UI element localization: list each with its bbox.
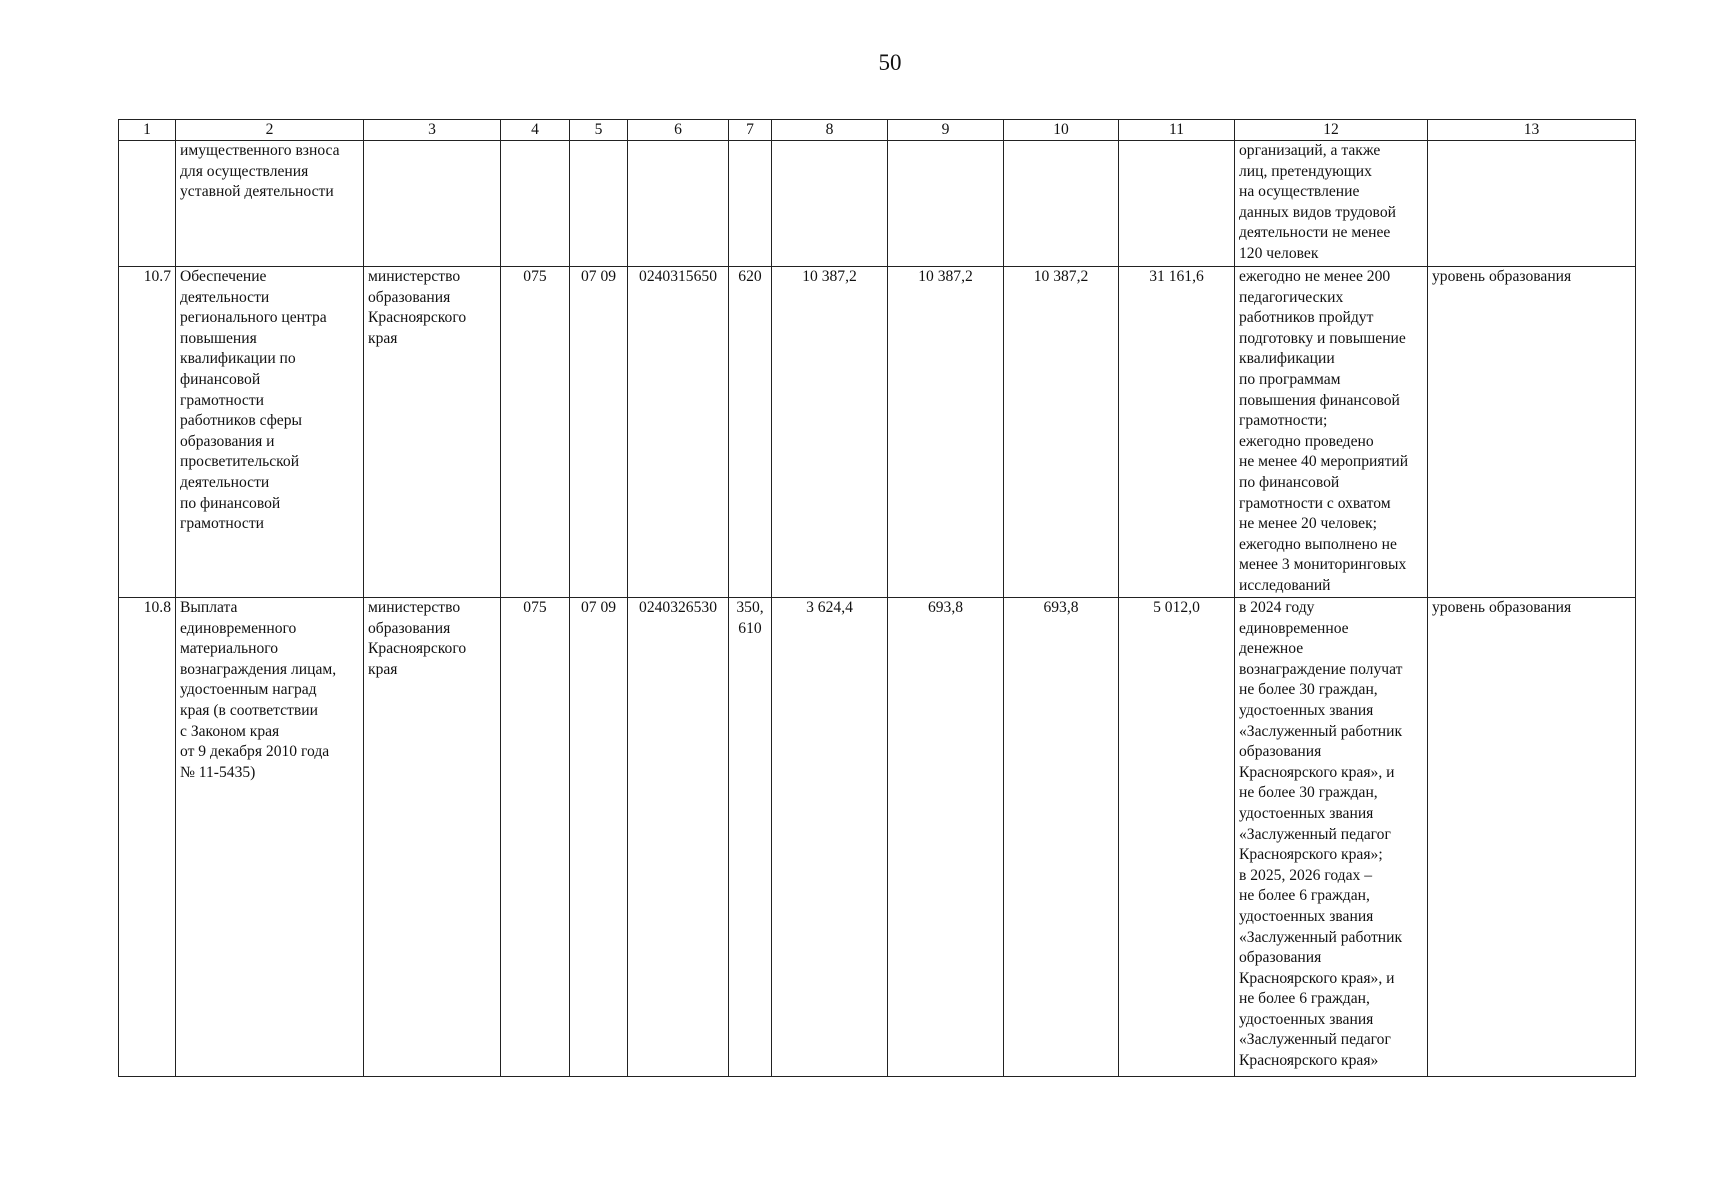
csr-code bbox=[628, 141, 729, 267]
column-header: 11 bbox=[1119, 120, 1235, 141]
executor: министерство образования Красноярского края bbox=[364, 267, 501, 598]
grbs-code bbox=[501, 141, 570, 267]
amount-2025 bbox=[888, 141, 1004, 267]
program-activities-table bbox=[118, 119, 1636, 1077]
level bbox=[1428, 141, 1636, 267]
vr-code bbox=[729, 141, 772, 267]
expected-result: в 2024 году единовременное денежное вознаграждение получат не более 30 граждан, удостоенных звания «Заслуженный работник образования Красноярского края», и не более 30 граждан, удостоенных звания «Заслуженный педагог Красноярского края»; в 2025, 2026 годах – не более 6 граждан, удостоенных звания «Заслуженный работник образования Красноярского края», и не более 6 граждан, удостоенных звания «Заслуженный педагог Красноярского края» bbox=[1235, 598, 1428, 1077]
row-number: 10.8 bbox=[119, 598, 176, 1077]
column-header: 3 bbox=[364, 120, 501, 141]
amount-total: 5 012,0 bbox=[1119, 598, 1235, 1077]
column-header: 9 bbox=[888, 120, 1004, 141]
table-row bbox=[119, 598, 1636, 1077]
executor: министерство образования Красноярского края bbox=[364, 598, 501, 1077]
activity-name: Выплата единовременного материального вознаграждения лицам, удостоенным наград края (в соответствии с Законом края от 9 декабря 2010 года № 11-5435) bbox=[176, 598, 364, 1077]
executor bbox=[364, 141, 501, 267]
rzpr-code: 07 09 bbox=[570, 267, 628, 598]
amount-2025: 10 387,2 bbox=[888, 267, 1004, 598]
expected-result: ежегодно не менее 200 педагогических работников пройдут подготовку и повышение квалификации по программам повышения финансовой грамотности; ежегодно проведено не менее 40 мероприятий по финансовой грамотности с охватом не менее 20 человек; ежегодно выполнено не менее 3 мониторинговых исследований bbox=[1235, 267, 1428, 598]
vr-code: 620 bbox=[729, 267, 772, 598]
amount-2024: 10 387,2 bbox=[772, 267, 888, 598]
column-header: 4 bbox=[501, 120, 570, 141]
grbs-code: 075 bbox=[501, 267, 570, 598]
amount-2026: 10 387,2 bbox=[1004, 267, 1119, 598]
vr-code: 350, 610 bbox=[729, 598, 772, 1077]
rzpr-code: 07 09 bbox=[570, 598, 628, 1077]
grbs-code: 075 bbox=[501, 598, 570, 1077]
csr-code: 0240326530 bbox=[628, 598, 729, 1077]
activity-name: имущественного взноса для осуществления уставной деятельности bbox=[176, 141, 364, 267]
amount-2024 bbox=[772, 141, 888, 267]
csr-code: 0240315650 bbox=[628, 267, 729, 598]
column-header: 12 bbox=[1235, 120, 1428, 141]
amount-2026: 693,8 bbox=[1004, 598, 1119, 1077]
column-header: 6 bbox=[628, 120, 729, 141]
column-header: 10 bbox=[1004, 120, 1119, 141]
amount-total bbox=[1119, 141, 1235, 267]
column-header: 5 bbox=[570, 120, 628, 141]
level: уровень образования bbox=[1428, 598, 1636, 1077]
column-header: 13 bbox=[1428, 120, 1636, 141]
column-header: 7 bbox=[729, 120, 772, 141]
column-number-row bbox=[119, 120, 1636, 141]
row-number bbox=[119, 141, 176, 267]
column-header: 8 bbox=[772, 120, 888, 141]
level: уровень образования bbox=[1428, 267, 1636, 598]
amount-2024: 3 624,4 bbox=[772, 598, 888, 1077]
column-header: 2 bbox=[176, 120, 364, 141]
amount-2025: 693,8 bbox=[888, 598, 1004, 1077]
column-header: 1 bbox=[119, 120, 176, 141]
table-row bbox=[119, 267, 1636, 598]
table-row bbox=[119, 141, 1636, 267]
row-number: 10.7 bbox=[119, 267, 176, 598]
rzpr-code bbox=[570, 141, 628, 267]
page-number: 50 bbox=[878, 50, 902, 75]
amount-2026 bbox=[1004, 141, 1119, 267]
activity-name: Обеспечение деятельности регионального центра повышения квалификации по финансовой грамотности работников сферы образования и просветительской деятельности по финансовой грамотности bbox=[176, 267, 364, 598]
expected-result: организаций, а также лиц, претендующих на осуществление данных видов трудовой деятельности не менее 120 человек bbox=[1235, 141, 1428, 267]
amount-total: 31 161,6 bbox=[1119, 267, 1235, 598]
